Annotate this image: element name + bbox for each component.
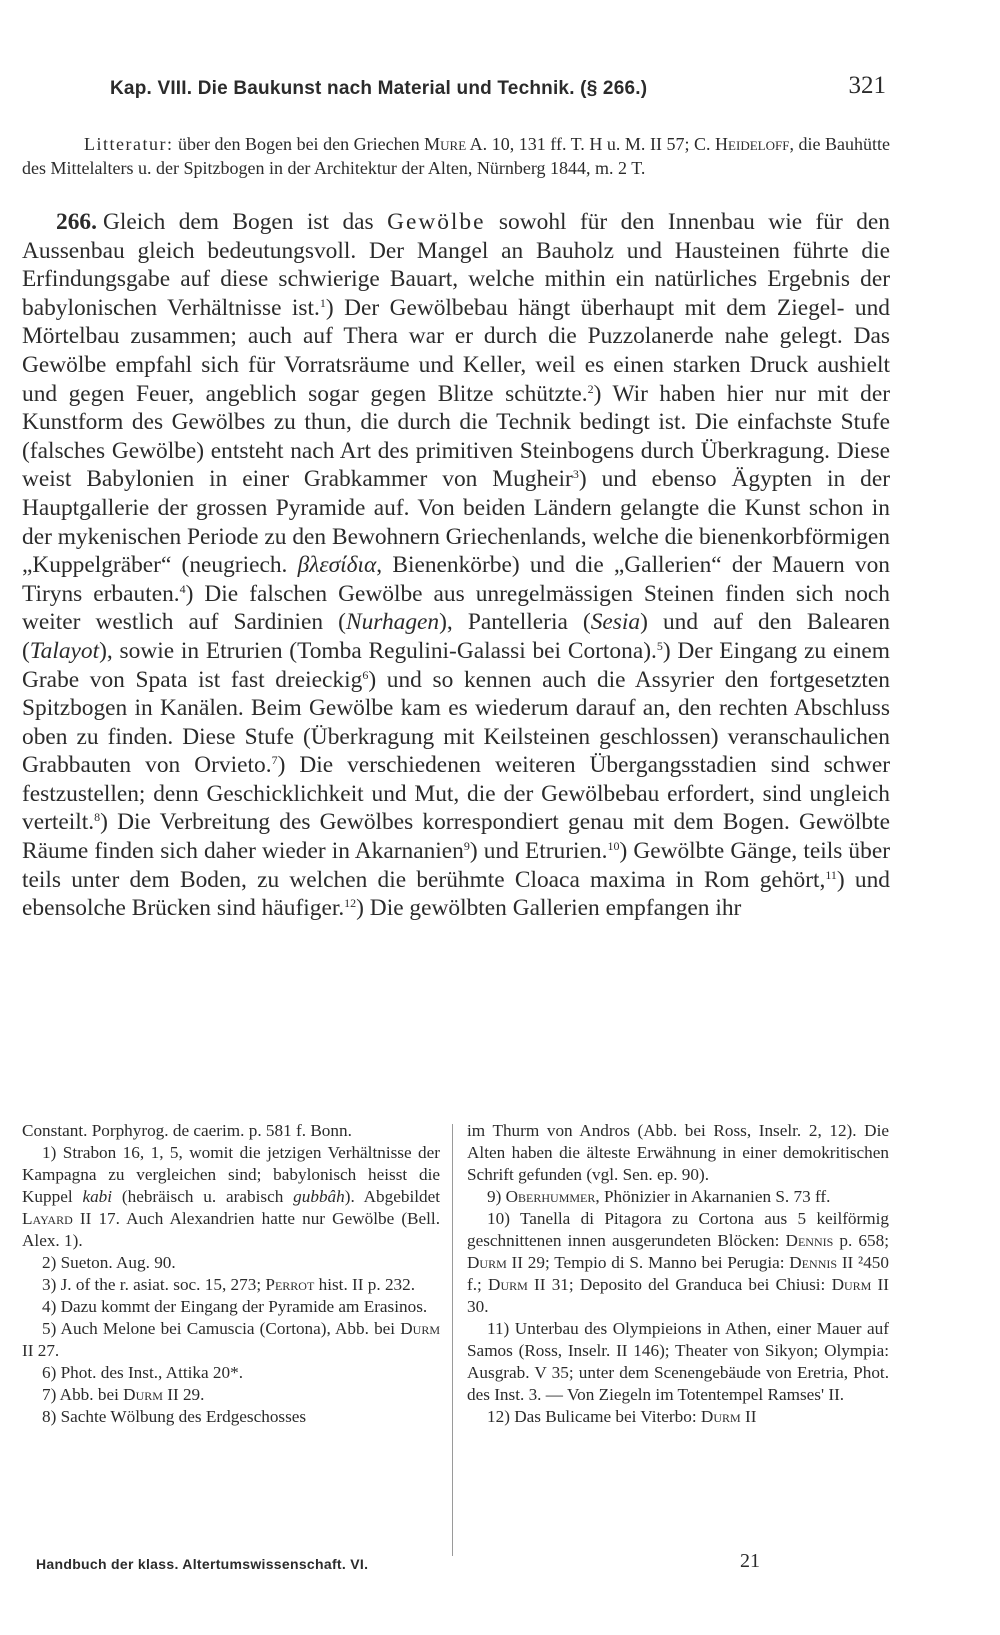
footnote-ref: 8 <box>94 810 101 825</box>
author-name: Layard <box>22 1209 73 1228</box>
page-number: 321 <box>848 72 886 99</box>
text-run: ) Die Verbreitung des Gewölbes korrespondiert genau mit dem Bogen. Gewölbte Räume finden sich daher wieder in Akarnanien <box>22 809 890 865</box>
text-run: (hebräisch u. arabisch <box>112 1187 294 1206</box>
footnote-ref: 12 <box>344 896 357 911</box>
author-name: Mure <box>424 134 467 154</box>
text-run: ) und Etrurien. <box>469 838 608 865</box>
italic-term: Talayot <box>29 637 100 664</box>
footnote-ref: 4 <box>179 581 186 596</box>
author-name: Dennis <box>785 1231 834 1250</box>
footnote-6: 6) Phot. des Inst., Attika 20*. <box>42 1363 243 1382</box>
text-run: hist. II p. 232. <box>314 1275 416 1294</box>
text-run: ) und ebenso Ägypten in der Hauptgallerie der grossen Pyramide auf. Von beiden Ländern gelangte die Kunst schon in der mykenischen Periode zu den Bewohnern Griechenlands, welche die bienenkorbförmigen „Kuppelgräber“ (neugriech. <box>22 466 890 579</box>
footnote-ref: 2 <box>587 381 594 396</box>
literature-text: über den Bogen bei den Griechen <box>173 134 425 154</box>
text-run: ) Die verschiedenen weiteren Übergangsstadien sind schwer festzustellen; denn Geschicklichkeit und Mut, die der Gewölbebau erfordert, sind ungleich verteilt. <box>22 752 891 836</box>
text-run: ) Gewölbte Gänge, teils über teils unter dem Boden, zu welchen die berühmte Cloaca maxima in Rom gehört, <box>22 838 890 893</box>
italic-term: Nurhagen <box>345 609 440 636</box>
author-name: Oberhummer <box>505 1187 596 1206</box>
text-run: 5) Auch Melone bei Camuscia (Cortona), Abb. bei <box>42 1319 401 1338</box>
text-run: ) und auf den Balearen ( <box>22 609 890 664</box>
footnote-ref: 7 <box>271 753 278 768</box>
footnote-9 <box>467 1186 889 1208</box>
text-run: 7) Abb. bei <box>42 1385 124 1404</box>
footnote-ref: 6 <box>362 667 369 682</box>
sheet-signature: 21 <box>740 1550 760 1572</box>
text-run: ) Der Eingang zu einem Grabe von Spata ist fast dreieckig <box>22 637 891 693</box>
text-run: ) und so kennen auch die Assyrier den fortgesetzten Spitzbogen in Kanälen. Beim Gewölbe kam es wiederum darauf an, den rechten Abschluss oben zu finden. Diese Stufe (Überkragung mit Keilsteinen geschlossen) veranschaulichen Grabbauten von Orvieto. <box>22 666 890 779</box>
author-name: Durm <box>488 1275 528 1294</box>
text-run: II 30. <box>467 1275 890 1316</box>
footnote-ref: 11 <box>825 867 837 882</box>
footnote-11: 11) Unterbau des Olympieions in Athen, einer Mauer auf Samos (Ross, Inselr. II 146); Theater von Sikyon; Olympia: Ausgrab. V 35; unter dem Scenengebäude von Eretria, Phot. des Inst. 3. — Von Ziegeln im Totentempel Ramses' II. <box>467 1319 889 1404</box>
imprint-line: Handbuch der klass. Altertumswissenschaft. VI. <box>36 1556 369 1572</box>
text-run: ) und ebensolche Brücken sind häufiger. <box>22 866 890 922</box>
text-run: ) Wir haben hier nur mit der Kunstform des Gewölbes zu thun, die durch die Technik bedingt ist. Die einfachste Stufe (falsches Gewölbe) entsteht nach Art des primitiven Steinbogens durch Überkragung. Diese weist Babylonien in einer Grabkammer von Mugheir <box>22 380 890 493</box>
section-paragraph <box>22 208 890 923</box>
text-run: ) Der Gewölbebau hängt überhaupt mit dem Ziegel- und Mörtelbau zusammen; auch auf Thera war er durch die Puzzolanerde nahe gelegt. Das Gewölbe empfahl sich für Vorratsräume und Keller, weil es einen starken Druck aushielt und gegen Feuer, angeblich sogar gegen Blitze schützte. <box>22 294 890 407</box>
running-header <box>110 72 886 112</box>
text-run: 1) Strabon 16, 1, 5, womit die jetzigen Verhältnisse der Kampagna zu vergleichen sind; babylonisch heisst die Kuppel <box>22 1143 440 1206</box>
author-name: Durm <box>467 1253 507 1272</box>
footnote-continuation: im Thurm von Andros (Abb. bei Ross, Inselr. 2, 12). Die Alten haben die älteste Erwähnung in einer demokritischen Schrift gefunden (vgl. Sen. ep. 90). <box>467 1121 889 1184</box>
author-name: Durm <box>123 1385 163 1404</box>
text-run: ) Die gewölbten Gallerien empfangen ihr <box>356 895 742 922</box>
column-divider <box>452 1124 453 1556</box>
text-run: II 31; Deposito del Granduca bei Chiusi: <box>527 1275 832 1294</box>
text-run: , Phönizier in Akarnanien S. 73 ff. <box>595 1187 831 1206</box>
footnote-10 <box>467 1208 889 1318</box>
author-name: Durm <box>831 1275 872 1294</box>
footnotes-left-column <box>22 1120 440 1428</box>
text-run: Gleich dem Bogen ist das <box>102 209 388 235</box>
footnote-4: 4) Dazu kommt der Eingang der Pyramide am Erasinos. <box>42 1297 428 1316</box>
italic-term: gubbâh <box>293 1187 345 1206</box>
text-run: 10) Tanella di Pitagora zu Cortona aus 5 keilförmig geschnittenen innen ausgerundeten Blöcken: <box>467 1209 889 1250</box>
text-run: II 29; Tempio di S. Manno bei Perugia: <box>506 1253 790 1272</box>
text-run: p. 658; <box>833 1231 889 1250</box>
text-run: II 27. <box>22 1341 60 1360</box>
text-run: II 29. <box>162 1385 205 1404</box>
text-run: 12) Das Bulicame bei Viterbo: <box>487 1407 701 1426</box>
greek-term: βλεσίδια <box>297 552 377 579</box>
text-run: 3) J. of the r. asiat. soc. 15, 273; <box>42 1275 266 1294</box>
text-run: , Bienenkörbe) und die „Gallerien“ der Mauern von Tiryns erbauten. <box>22 552 890 607</box>
literature-label: Litteratur: <box>84 134 174 154</box>
text-run: sowohl für den Innenbau wie für den Aussenbau gleich bedeutungsvoll. Der Mangel an Bauholz und Hausteinen führte die Erfindungsgabe auf diese schwierige Bauart, welche mithin ein natürliches Ergebnis der babylonischen Verhältnisse ist. <box>22 209 890 321</box>
footnote-ref: 1 <box>319 295 326 310</box>
author-name: Dennis <box>789 1253 838 1272</box>
running-title: Kap. VIII. Die Baukunst nach Material und Technik. (§ 266.) <box>110 78 648 99</box>
literature-note <box>22 132 890 180</box>
author-name: Heideloff <box>715 134 790 154</box>
section-number: 266. <box>56 209 97 235</box>
footnote-7 <box>22 1384 440 1406</box>
literature-text: , die Bauhütte des Mittelalters u. der Spitzbogen in der Architektur der Alten, Nürnberg 1844, m. 2 T. <box>22 134 890 178</box>
literature-text: A. 10, 131 ff. T. H u. M. II 57; C. <box>466 134 716 154</box>
footnote-5 <box>22 1318 440 1362</box>
author-name: Durm <box>400 1319 440 1338</box>
text-run: ). Abgebildet <box>344 1187 441 1206</box>
footnote-ref: 10 <box>607 839 620 854</box>
italic-term: kabi <box>82 1187 113 1206</box>
footnote-12 <box>467 1406 889 1428</box>
footnote-8: 8) Sachte Wölbung des Erdgeschosses <box>42 1407 307 1426</box>
footnote-ref: 3 <box>572 467 579 482</box>
text-run: ) Die falschen Gewölbe aus unregelmässigen Steinen finden sich noch weiter westlich auf Sardinien ( <box>22 580 890 636</box>
footnote-ref: 9 <box>463 839 470 854</box>
footnote-continuation: Constant. Porphyrog. de caerim. p. 581 f. Bonn. <box>22 1121 352 1140</box>
main-text <box>22 208 890 923</box>
text-run: II 17. Auch Alexandrien hatte nur Gewölbe (Bell. Alex. 1). <box>22 1209 440 1250</box>
footnote-1 <box>22 1142 440 1252</box>
text-run: II <box>740 1407 757 1426</box>
text-run: II ²450 f.; <box>467 1253 889 1294</box>
footnotes-right-column <box>467 1120 889 1428</box>
footnote-3 <box>22 1274 440 1296</box>
text-run: 9) <box>487 1187 506 1206</box>
keyword-gewoelbe: Gewölbe <box>387 209 486 235</box>
footnote-2: 2) Sueton. Aug. 90. <box>42 1253 176 1272</box>
italic-term: Sesia <box>590 609 641 636</box>
footnote-ref: 5 <box>656 638 663 653</box>
text-run: ), sowie in Etrurien (Tomba Regulini-Galassi bei Cortona). <box>99 637 657 664</box>
text-run: ), Pantelleria ( <box>439 609 591 636</box>
author-name: Perrot <box>265 1275 315 1294</box>
author-name: Durm <box>700 1407 741 1426</box>
